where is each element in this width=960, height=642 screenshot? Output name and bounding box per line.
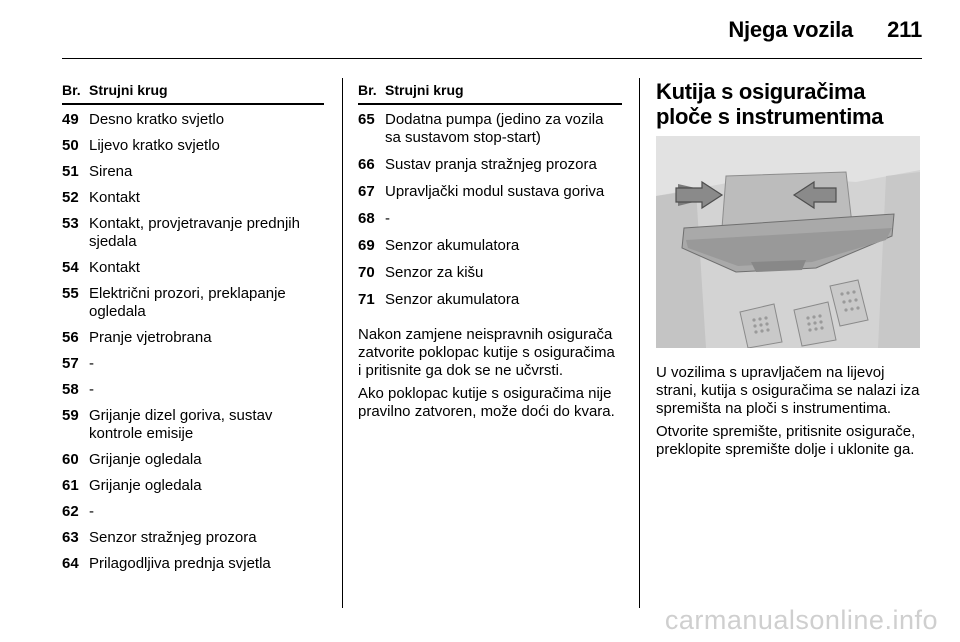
circuit-description: Sustav pranja stražnjeg prozora bbox=[385, 156, 597, 173]
fuse-number: 64 bbox=[62, 555, 79, 572]
header-nr: Br. bbox=[62, 82, 81, 98]
fuse-number: 51 bbox=[62, 163, 79, 180]
page-header bbox=[728, 17, 922, 43]
table-row bbox=[358, 111, 622, 147]
table-row bbox=[62, 529, 324, 547]
fuse-number: 61 bbox=[62, 477, 79, 494]
header-rule bbox=[62, 58, 922, 59]
fuse-number: 57 bbox=[62, 355, 79, 372]
table-header bbox=[62, 82, 324, 101]
header-circuit: Strujni krug bbox=[89, 82, 168, 98]
table-row bbox=[62, 259, 324, 277]
table-header-rule bbox=[62, 103, 324, 105]
paragraph: Ako poklopac kutije s osiguračima nije pravilno zatvoren, može doći do kvara. bbox=[358, 385, 615, 420]
circuit-description: - bbox=[385, 210, 390, 227]
fuse-number: 62 bbox=[62, 503, 79, 520]
circuit-description: Desno kratko svjetlo bbox=[89, 111, 225, 128]
page-title: Njega vozila bbox=[728, 17, 854, 42]
table-row bbox=[62, 137, 324, 155]
circuit-description: Kontakt, provjetravanje prednjih sjedala bbox=[89, 215, 300, 250]
table-header bbox=[358, 82, 622, 101]
fuse-number: 63 bbox=[62, 529, 79, 546]
fuse-number: 53 bbox=[62, 215, 79, 232]
fuse-number: 59 bbox=[62, 407, 79, 424]
circuit-description: Kontakt bbox=[89, 189, 140, 206]
circuit-description: Upravljački modul sustava goriva bbox=[385, 183, 605, 200]
table-row bbox=[358, 156, 622, 174]
circuit-description: Grijanje ogledala bbox=[89, 451, 202, 468]
fuse-number: 54 bbox=[62, 259, 79, 276]
page-number: 211 bbox=[887, 17, 922, 42]
circuit-description: Senzor stražnjeg prozora bbox=[89, 529, 257, 546]
table-row bbox=[62, 451, 324, 469]
paragraph: Nakon zamjene neispravnih osigurača zatvorite poklopac kutije s osiguračima i pritisnite ga dok se ne učvrsti. bbox=[358, 326, 615, 379]
circuit-description: Lijevo kratko svjetlo bbox=[89, 137, 220, 154]
circuit-description: Senzor za kišu bbox=[385, 264, 484, 281]
section-body bbox=[656, 364, 920, 459]
fuse-box-photo bbox=[656, 136, 920, 348]
table-row bbox=[62, 355, 324, 373]
circuit-description: Pranje vjetrobrana bbox=[89, 329, 212, 346]
paragraph: U vozilima s upravljačem na lijevoj strani, kutija s osiguračima se nalazi iza spremišta na ploči s instrumentima. bbox=[656, 364, 920, 417]
table-row bbox=[358, 183, 622, 201]
fuse-number: 71 bbox=[358, 291, 375, 308]
circuit-description: Električni prozori, preklapanje ogledala bbox=[89, 285, 286, 320]
table-row bbox=[62, 477, 324, 495]
circuit-description: Grijanje dizel goriva, sustav kontrole emisije bbox=[89, 407, 273, 442]
fuse-number: 58 bbox=[62, 381, 79, 398]
section-instrument-panel bbox=[656, 79, 920, 129]
fuse-number: 65 bbox=[358, 111, 375, 128]
fuse-table-left bbox=[62, 82, 324, 573]
table-row bbox=[62, 189, 324, 207]
header-nr: Br. bbox=[358, 82, 377, 98]
fuse-number: 70 bbox=[358, 264, 375, 281]
fuse-number: 55 bbox=[62, 285, 79, 302]
circuit-description: Grijanje ogledala bbox=[89, 477, 202, 494]
circuit-description: Senzor akumulatora bbox=[385, 291, 520, 308]
table-row bbox=[62, 111, 324, 129]
fuse-number: 60 bbox=[62, 451, 79, 468]
fuse-number: 67 bbox=[358, 183, 375, 200]
column-divider bbox=[639, 78, 640, 608]
fuse-table-right bbox=[358, 82, 622, 421]
fuse-number: 69 bbox=[358, 237, 375, 254]
header-circuit: Strujni krug bbox=[385, 82, 464, 98]
watermark: carmanualsonline.info bbox=[664, 605, 938, 635]
table-row bbox=[62, 285, 324, 321]
circuit-description: - bbox=[89, 381, 94, 398]
fuse-number: 52 bbox=[62, 189, 79, 206]
circuit-description: Kontakt bbox=[89, 259, 140, 276]
table-row bbox=[358, 291, 622, 309]
table-row bbox=[62, 381, 324, 399]
fuse-number: 66 bbox=[358, 156, 375, 173]
fuse-number: 68 bbox=[358, 210, 375, 227]
circuit-description: Senzor akumulatora bbox=[385, 237, 520, 254]
circuit-description: Dodatna pumpa (jedino za vozila sa sustavom stop-start) bbox=[385, 111, 604, 146]
paragraph: Otvorite spremište, pritisnite osigurače, preklopite spremište dolje i uklonite ga. bbox=[656, 423, 916, 458]
table-header-rule bbox=[358, 103, 622, 105]
column-divider bbox=[342, 78, 343, 608]
table-row bbox=[62, 407, 324, 443]
section-heading: Kutija s osiguračima ploče s instrumentima bbox=[656, 79, 884, 129]
table-row bbox=[62, 555, 324, 573]
fuse-number: 50 bbox=[62, 137, 79, 154]
table-row bbox=[358, 264, 622, 282]
circuit-description: Prilagodljiva prednja svjetla bbox=[89, 555, 271, 572]
table-row bbox=[62, 329, 324, 347]
circuit-description: - bbox=[89, 503, 94, 520]
table-row bbox=[62, 503, 324, 521]
table-row bbox=[62, 215, 324, 251]
fuse-number: 49 bbox=[62, 111, 79, 128]
table-row bbox=[358, 237, 622, 255]
circuit-description: Sirena bbox=[89, 163, 133, 180]
fuse-number: 56 bbox=[62, 329, 79, 346]
table-row bbox=[358, 210, 622, 228]
table-row bbox=[62, 163, 324, 181]
circuit-description: - bbox=[89, 355, 94, 372]
